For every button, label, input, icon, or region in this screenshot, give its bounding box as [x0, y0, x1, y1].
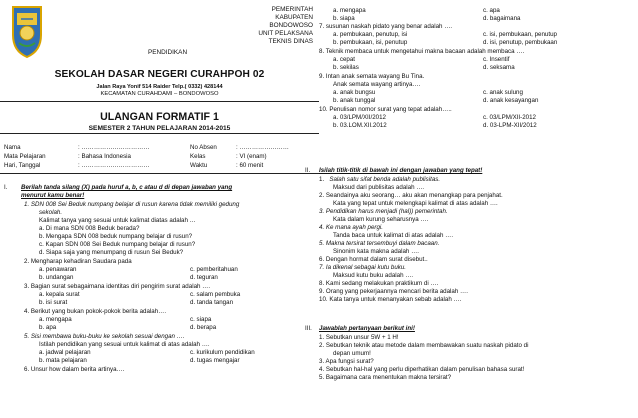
- section-2-number: II.: [305, 167, 311, 174]
- hari-label: Hari, Tanggal: [4, 161, 41, 169]
- fill-5-prompt: Sinonim kata makna adalah ….: [333, 248, 419, 255]
- regency-emblem-icon: [9, 5, 45, 59]
- fill-7-prompt: Maksud kutu buku adalah ….: [333, 272, 414, 279]
- option-5b: b. mata pelajaran: [39, 357, 87, 364]
- government-header: [183, 6, 313, 46]
- option-4c: c. siapa: [190, 316, 212, 323]
- question-2: 2. Mengharap kehadiran Saudara pada: [24, 258, 132, 265]
- fill-3-prompt: Kata dalam kurung seharusnya ….: [333, 216, 429, 223]
- exam-title: ULANGAN FORMATIF 1: [100, 111, 219, 123]
- fill-1: 1. Salah satu sifat benda adalah publisitas.: [319, 176, 441, 183]
- option-2b: b. undangan: [39, 274, 74, 281]
- option-6a: a. mengapa: [333, 7, 366, 14]
- fill-9: 9. Orang yang pekerjaannya mencari berita adalah ….: [319, 288, 468, 295]
- identity-labels: [4, 144, 46, 170]
- fill-4-prompt: Tanda baca untuk kalimat di atas adalah ….: [333, 232, 454, 239]
- question-3: 3. Bagian surat sebagaimana identitas diri pengirim surat adalah ….: [24, 283, 211, 290]
- option-10a: a. 03/LPM/XII/2012: [333, 114, 386, 121]
- option-2c: c. pemberitahuan: [190, 266, 238, 273]
- question-1-prompt: Kalimat tanya yang sesuai untuk kalimat diatas adalah …: [39, 217, 196, 224]
- question-4: 4. Berikut yang bukan pokok-pokok berita adalah….: [24, 308, 167, 315]
- waktu-value: : 60 menit: [236, 161, 264, 169]
- essay-3: 3. Apa fungsi surat?: [319, 358, 374, 365]
- gov-line: BONDOWOSO: [269, 22, 313, 30]
- question-8: 8. Teknik membaca untuk mengetahui makna bacaan adalah membaca ….: [319, 48, 525, 55]
- absen-value: : ……………………: [236, 144, 289, 151]
- option-8d: d. seksama: [483, 64, 515, 71]
- kelas-value: : VI (enam): [236, 152, 267, 160]
- option-8b: b. sekilas: [333, 64, 359, 71]
- option-7c: c. isi, pembukaan, penutup: [483, 31, 557, 38]
- fill-5: 5. Makna tersirat tersembuyi dalam bacaan.: [319, 240, 440, 247]
- option-7b: b. pembukaan, isi, penutup: [333, 39, 408, 46]
- section-3-number: III.: [305, 325, 312, 332]
- gov-line: KABUPATEN: [275, 14, 313, 22]
- section-2-instruction: Isilah titik-titik di bawah ini dengan jawaban yang tepat!: [319, 167, 483, 174]
- option-1d: d. Siapa saja yang menumpang di rusun Sei Beduk?: [39, 249, 184, 256]
- nama-label: Nama: [4, 144, 21, 151]
- essay-2: 2. Sebutkan teknik atau metode dalam membawakan suatu naskah pidato di: [319, 342, 529, 349]
- mapel-value: : Bahasa Indonesia: [78, 152, 131, 160]
- essay-5: 5. Bagaimana cara menentukan makna tersirat?: [319, 374, 452, 381]
- option-6d: d. bagaimana: [483, 15, 521, 22]
- fill-3: 3. Pendidikan harus menjadi (hal)) pemerintah.: [319, 208, 448, 215]
- option-7a: a. pembukaan, penutup, isi: [333, 31, 408, 38]
- question-9: 9. Intan anak semata wayang Bu Tina.: [319, 73, 425, 80]
- absen-label: No Absen: [190, 144, 217, 151]
- question-1-cont: sekolah.: [39, 209, 63, 216]
- option-3c: c. salam pembuka: [190, 291, 241, 298]
- waktu-label: Waktu: [190, 161, 208, 169]
- section-3-instruction: Jawablah pertanyaan berikut ini!: [319, 325, 415, 332]
- option-6b: b. siapa: [333, 15, 355, 22]
- option-5a: a. jadwal pelajaran: [39, 349, 91, 356]
- option-9b: b. anak tunggal: [333, 97, 376, 104]
- option-4a: a. mengapa: [39, 316, 72, 323]
- option-1a: a. Di mana SDN 008 Beduk berada?: [39, 225, 140, 232]
- essay-1: 1. Sebutkan unsur 5W + 1 H!: [319, 334, 399, 341]
- option-8c: c. Insentif: [483, 56, 510, 63]
- nama-value: : ……………………………: [78, 144, 150, 151]
- option-8a: a. cepat: [333, 56, 356, 63]
- fill-6: 6. Dengan hormat dalam surat disebut..: [319, 256, 428, 263]
- fill-8: 8. Kami sedang melakukan praktikum di ….: [319, 280, 439, 287]
- gov-line: PEMERINTAH: [271, 6, 313, 13]
- dept-name: PENDIDIKAN: [148, 49, 188, 56]
- option-4b: b. apa: [39, 324, 57, 331]
- header-divider: [0, 101, 319, 102]
- right-column: [305, 0, 638, 418]
- exam-subtitle: SEMESTER 2 TAHUN PELAJARAN 2014-2015: [88, 125, 231, 132]
- question-7: 7. susunan naskah pidato yang benar adalah ….: [319, 23, 453, 30]
- option-3b: b. isi surat: [39, 299, 68, 306]
- fill-1-prompt: Maksud dari publisitas adalah ….: [333, 184, 425, 191]
- option-9d: d. anak kesayangan: [483, 97, 539, 104]
- fill-4: 4. Ke mana ayah pergi.: [319, 224, 383, 231]
- question-9-prompt: Anak semata wayang artinya….: [333, 81, 421, 88]
- option-10d: d. 03-LPM-XII/2012: [483, 122, 537, 129]
- fill-2-prompt: Kata yang tepat untuk melengkapi kalimat di atas adalah ….: [333, 200, 498, 207]
- option-1b: b. Mengapa SDN 008 beduk numpang belajar di rusun?: [39, 233, 193, 240]
- option-2d: d. teguran: [190, 274, 218, 281]
- identity-divider: [0, 173, 319, 174]
- option-10b: b. 03.LOM.XII.2012: [333, 122, 387, 129]
- gov-line: UNIT PELAKSANA: [258, 30, 313, 38]
- hari-value: : ……………………………: [78, 161, 150, 169]
- question-10: 10. Penulisan nomor surat yang tepat adalah…..: [319, 106, 452, 113]
- identity-values-right: [236, 144, 289, 170]
- option-7d: d. isi, penutup, pembukaan: [483, 39, 558, 46]
- gov-line: TEKNIS DINAS: [268, 38, 313, 46]
- fill-1-text: Salah satu sifat benda adalah publisitas.: [329, 176, 441, 183]
- section-1-number: I.: [4, 184, 8, 191]
- option-5d: d. tugas mengajar: [190, 357, 240, 364]
- essay-4: 4. Sebutkan hal-hal yang perlu diperhatikan dalam penulisan bahasa surat!: [319, 366, 525, 373]
- option-1c: c. Kapan SDN 008 Sei Beduk numpang belajar di rusun?: [39, 241, 196, 248]
- option-2a: a. penawaran: [39, 266, 77, 273]
- fill-7: 7. Ia dikenal sebagai kutu buku.: [319, 264, 407, 271]
- question-6: 6. Unsur how dalam berita artinya….: [24, 366, 125, 373]
- school-district: KECAMATAN CURAHDAMI – BONDOWOSO: [100, 91, 219, 97]
- school-address: Jalan Raya Yonif 514 Raider Telp.( 0332) 428144: [96, 84, 223, 90]
- fill-10: 10. Kata tanya untuk menanyakan sebab adalah ….: [319, 296, 462, 303]
- option-10c: c. 03/LPM/XII-2012: [483, 114, 536, 121]
- option-6c: c. apa: [483, 7, 500, 14]
- identity-labels-right: [190, 144, 217, 170]
- section-1-instruction: Berilah tanda silang (X) pada huruf a, b, c atau d di depan jawaban yang: [21, 184, 233, 191]
- option-5c: c. kurikulum pendidikan: [190, 349, 255, 356]
- identity-values: [78, 144, 150, 170]
- option-3a: a. kepala surat: [39, 291, 80, 298]
- title-divider: [0, 133, 319, 134]
- section-1-instruction-cont: menurut kamu benar!: [21, 192, 85, 199]
- option-9c: c. anak sulung: [483, 89, 523, 96]
- essay-2-cont: depan umum!: [333, 350, 371, 357]
- school-name: SEKOLAH DASAR NEGERI CURAHPOH 02: [54, 69, 265, 80]
- kelas-label: Kelas: [190, 152, 206, 160]
- fill-2: 2. Seandainya aku seorang… aku akan menangkap para penjahat.: [319, 192, 503, 199]
- question-1: 1. SDN 008 Sei Beduk numpang belajar di rusun karena tidak memiliki gedung: [24, 201, 240, 208]
- option-3d: d. tanda tangan: [190, 299, 234, 306]
- question-5: 5. Sisi membawa buku-buku ke sekolah sesuai dengan ….: [24, 333, 185, 340]
- option-9a: a. anak bungsu: [333, 89, 376, 96]
- option-4d: d. berapa: [190, 324, 217, 331]
- mapel-label: Mata Pelajaran: [4, 152, 46, 160]
- question-5-prompt: Istilah pendidikan yang sesuai untuk kalimat di atas adalah ….: [39, 341, 210, 348]
